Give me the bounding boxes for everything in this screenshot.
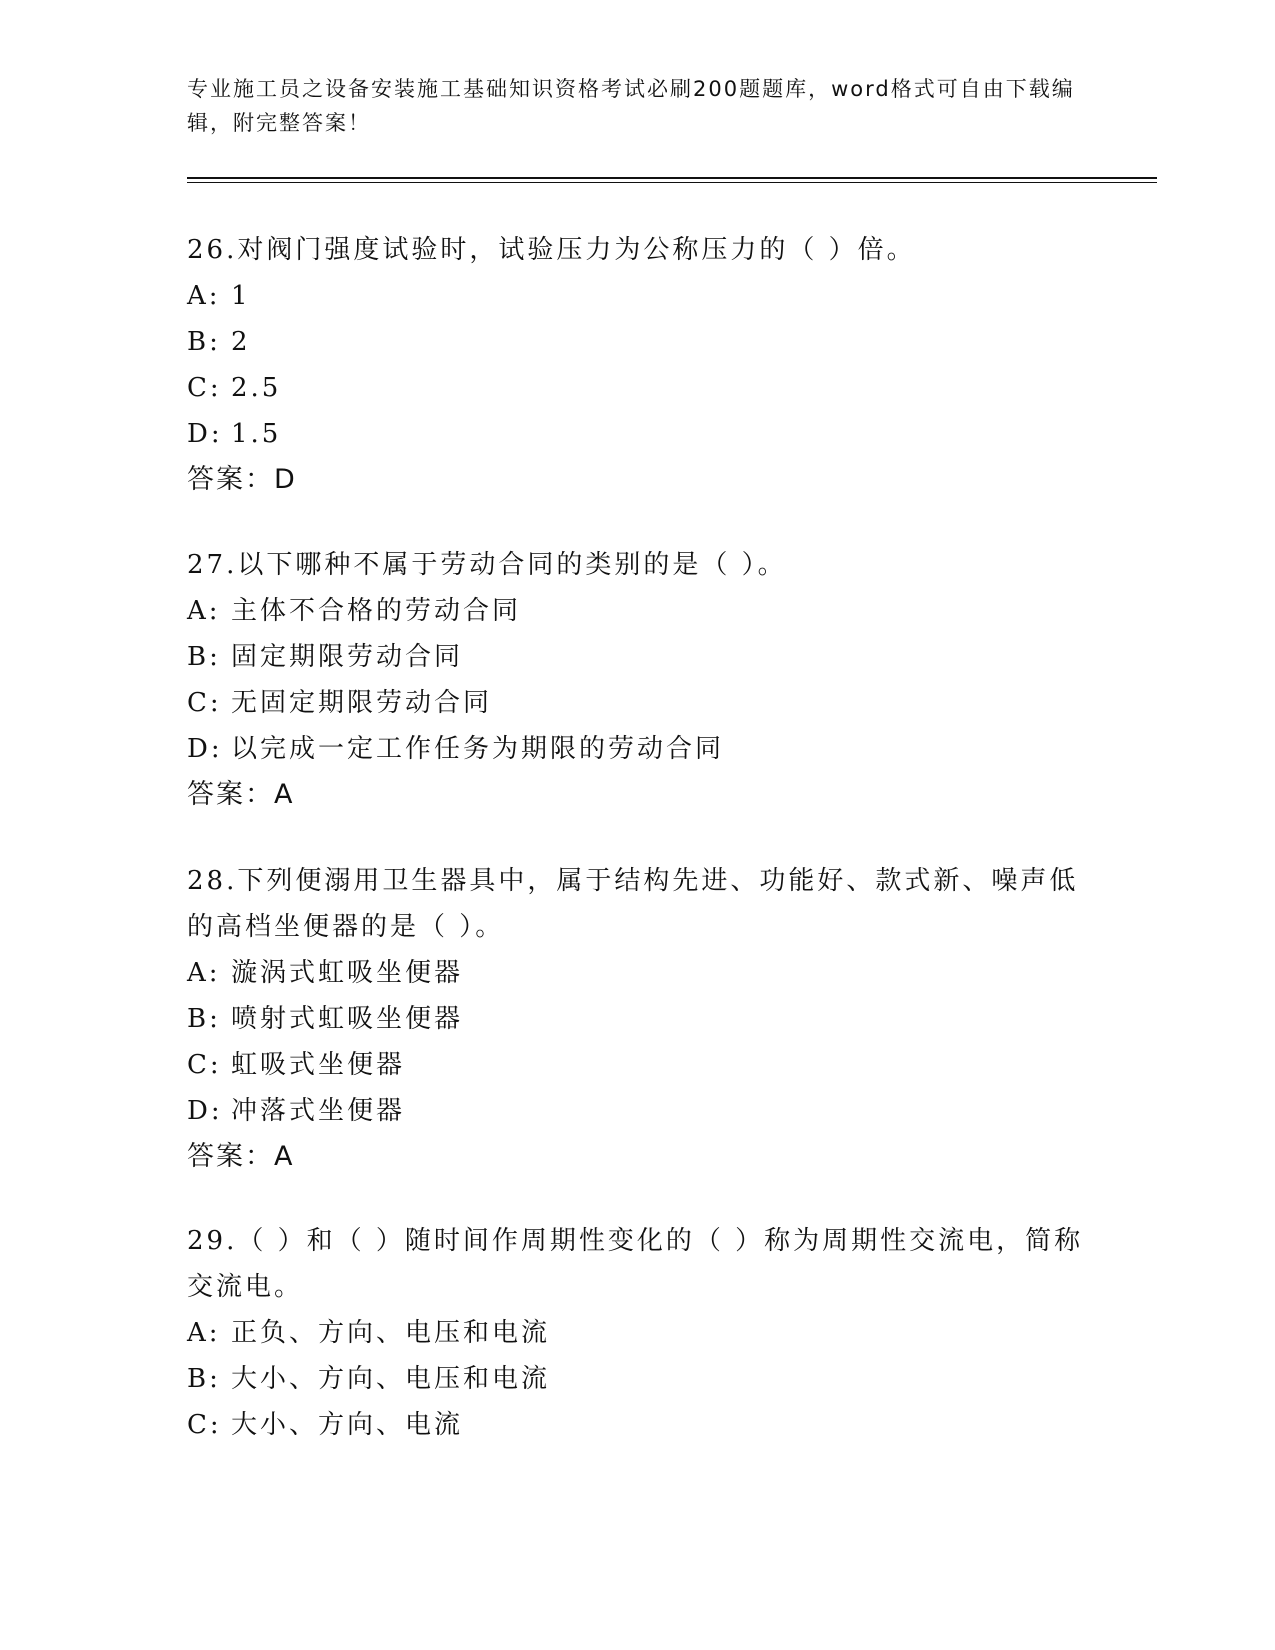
option-key: B:: [187, 1364, 221, 1394]
option-text: 漩涡式虹吸坐便器: [231, 958, 464, 988]
option-b: [187, 996, 1087, 1042]
option-b: [187, 634, 1087, 680]
option-text: 固定期限劳动合同: [231, 642, 464, 672]
question-stem: 29.（ ）和（ ）随时间作周期性变化的（ ）称为周期性交流电，简称交流电。: [187, 1226, 1084, 1302]
question-27: [187, 542, 1087, 818]
option-key: B:: [187, 327, 221, 357]
option-text: 1.5: [231, 419, 282, 449]
header-title: 专业施工员之设备安装施工基础知识资格考试必刷200题题库，word格式可自由下载编辑，附完整答案！: [187, 77, 1075, 135]
option-text: 无固定期限劳动合同: [231, 688, 493, 718]
option-key: A:: [187, 958, 221, 988]
answer-line: 答案：D: [187, 464, 297, 495]
option-text: 1: [231, 281, 251, 311]
option-key: D:: [187, 1096, 223, 1126]
option-d: [187, 726, 1087, 772]
option-key: A:: [187, 1318, 221, 1348]
header-divider-thin: [187, 182, 1157, 183]
document-header: [187, 72, 1087, 140]
option-c: [187, 680, 1087, 726]
question-stem: 27.以下哪种不属于劳动合同的类别的是（ ）。: [187, 550, 787, 580]
option-a: [187, 1310, 1087, 1356]
question-stem: 28.下列便溺用卫生器具中，属于结构先进、功能好、款式新、噪声低的高档坐便器的是（ ）。: [187, 866, 1079, 942]
question-29: [187, 1218, 1087, 1448]
option-text: 大小、方向、电流: [231, 1410, 464, 1440]
question-stem: 26.对阀门强度试验时，试验压力为公称压力的（ ）倍。: [187, 235, 916, 265]
question-28: [187, 858, 1087, 1180]
option-key: A:: [187, 281, 221, 311]
question-26: [187, 227, 1087, 503]
option-b: [187, 1356, 1087, 1402]
option-text: 虹吸式坐便器: [231, 1050, 406, 1080]
option-key: B:: [187, 1004, 221, 1034]
option-key: D:: [187, 419, 223, 449]
option-key: C:: [187, 373, 222, 403]
option-text: 以完成一定工作任务为期限的劳动合同: [231, 734, 725, 764]
option-key: C:: [187, 1050, 222, 1080]
option-d: [187, 411, 1087, 457]
option-d: [187, 1088, 1087, 1134]
option-text: 大小、方向、电压和电流: [231, 1364, 551, 1394]
option-key: A:: [187, 596, 221, 626]
option-key: B:: [187, 642, 221, 672]
option-a: [187, 950, 1087, 996]
option-key: D:: [187, 734, 223, 764]
option-text: 正负、方向、电压和电流: [231, 1318, 551, 1348]
option-text: 喷射式虹吸坐便器: [231, 1004, 464, 1034]
option-key: C:: [187, 688, 222, 718]
option-c: [187, 1042, 1087, 1088]
option-c: [187, 365, 1087, 411]
header-divider-thick: [187, 177, 1157, 179]
answer-line: 答案：A: [187, 779, 295, 810]
option-a: [187, 273, 1087, 319]
option-text: 2: [231, 327, 251, 357]
option-text: 冲落式坐便器: [231, 1096, 406, 1126]
option-text: 2.5: [231, 373, 282, 403]
option-key: C:: [187, 1410, 222, 1440]
option-text: 主体不合格的劳动合同: [231, 596, 522, 626]
answer-line: 答案：A: [187, 1141, 295, 1172]
option-b: [187, 319, 1087, 365]
option-c: [187, 1402, 1087, 1448]
option-a: [187, 588, 1087, 634]
